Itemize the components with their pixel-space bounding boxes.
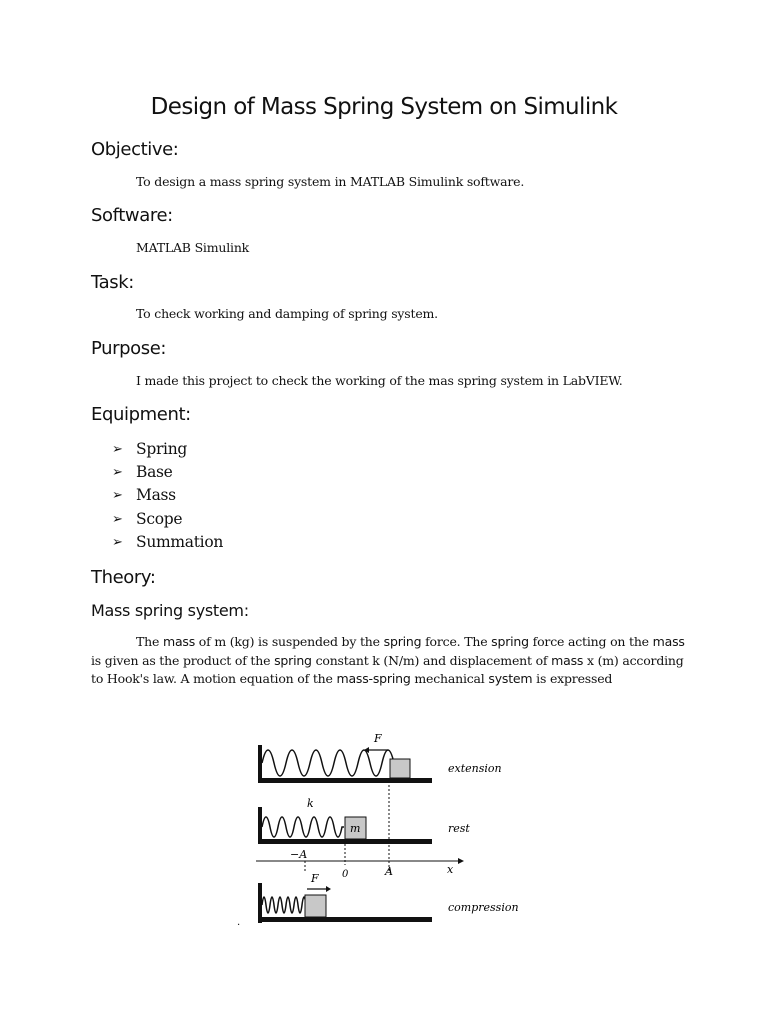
theory-subheading: Mass spring system: bbox=[91, 601, 249, 620]
purpose-text: I made this project to check the working of the mas spring system in LabVIEW. bbox=[136, 373, 623, 388]
force-arrowhead bbox=[326, 886, 331, 892]
base bbox=[258, 839, 432, 844]
software-text: MATLAB Simulink bbox=[136, 240, 250, 255]
compression-label: compression bbox=[448, 901, 519, 914]
force-symbol: F bbox=[374, 732, 382, 745]
arrow-bullet-icon: ➢ bbox=[112, 488, 123, 504]
extension-label: extension bbox=[448, 762, 502, 775]
list-item bbox=[112, 438, 223, 461]
mass-block bbox=[305, 895, 326, 917]
amplitude-label: A bbox=[385, 865, 393, 878]
paragraph-text: of m (kg) is suspended by the bbox=[195, 634, 384, 649]
neg-amplitude-label: −A bbox=[290, 848, 308, 861]
task-heading: Task: bbox=[91, 272, 134, 293]
mass-symbol: m bbox=[350, 822, 361, 835]
spring bbox=[262, 750, 402, 776]
paragraph-text: force acting on the bbox=[528, 634, 653, 649]
purpose-heading: Purpose: bbox=[91, 338, 167, 359]
keyword-system: system bbox=[488, 671, 533, 687]
mass-block bbox=[390, 759, 410, 778]
spring bbox=[262, 817, 344, 837]
wall bbox=[258, 745, 262, 781]
compression-diagram bbox=[258, 872, 519, 923]
axis-arrowhead bbox=[458, 858, 464, 864]
equipment-item-label: Base bbox=[136, 463, 173, 482]
trailing-mark: . bbox=[237, 917, 241, 928]
paragraph-text: mechanical bbox=[410, 671, 489, 687]
paragraph-text: x (m) according to Hook's law. A motion equation of the bbox=[91, 652, 684, 687]
list-item bbox=[112, 461, 223, 484]
arrow-bullet-icon: ➢ bbox=[112, 534, 123, 550]
axis-label: x bbox=[447, 863, 454, 876]
spring-constant-symbol: k bbox=[307, 797, 314, 810]
theory-heading: Theory: bbox=[91, 567, 156, 588]
paragraph-text: is expressed bbox=[532, 671, 613, 687]
task-text: To check working and damping of spring system. bbox=[136, 306, 438, 321]
keyword-spring: spring bbox=[383, 634, 422, 649]
wall bbox=[258, 807, 262, 843]
x-axis bbox=[256, 848, 464, 880]
rest-label: rest bbox=[448, 822, 470, 835]
force-symbol: F bbox=[311, 872, 319, 885]
keyword-mass-spring: mass-spring bbox=[336, 671, 411, 687]
paragraph-text: is given as the product of the bbox=[91, 652, 275, 668]
objective-text: To design a mass spring system in MATLAB Simulink software. bbox=[136, 174, 525, 189]
theory-paragraph bbox=[91, 633, 691, 689]
keyword-spring: spring bbox=[274, 652, 312, 668]
arrow-bullet-icon: ➢ bbox=[112, 465, 123, 481]
arrow-bullet-icon: ➢ bbox=[112, 442, 123, 458]
list-item bbox=[112, 508, 223, 531]
list-item bbox=[112, 484, 223, 507]
rest-diagram bbox=[258, 797, 470, 844]
equipment-item-label: Spring bbox=[136, 440, 188, 459]
keyword-spring: spring bbox=[491, 634, 529, 649]
equipment-item-label: Summation bbox=[136, 532, 224, 551]
equipment-item-label: Mass bbox=[136, 486, 176, 505]
software-heading: Software: bbox=[91, 205, 173, 226]
paragraph-text: constant k (N/m) and displacement of bbox=[311, 652, 552, 668]
equipment-item-label: Scope bbox=[136, 509, 183, 528]
objective-heading: Objective: bbox=[91, 139, 179, 160]
keyword-mass: mass bbox=[162, 634, 196, 649]
paragraph-text: The bbox=[136, 634, 163, 649]
base bbox=[258, 917, 432, 922]
origin-label: 0 bbox=[342, 869, 349, 880]
extension-diagram bbox=[258, 732, 502, 783]
keyword-mass: mass bbox=[652, 634, 685, 649]
mass-spring-figure bbox=[230, 725, 540, 935]
arrow-bullet-icon: ➢ bbox=[112, 511, 123, 527]
paragraph-text: force. The bbox=[421, 634, 492, 649]
base bbox=[258, 778, 432, 783]
equipment-list bbox=[112, 438, 223, 554]
list-item bbox=[112, 531, 223, 554]
document-title: Design of Mass Spring System on Simulink bbox=[150, 94, 618, 120]
equipment-heading: Equipment: bbox=[91, 404, 191, 425]
keyword-mass: mass bbox=[551, 652, 584, 668]
